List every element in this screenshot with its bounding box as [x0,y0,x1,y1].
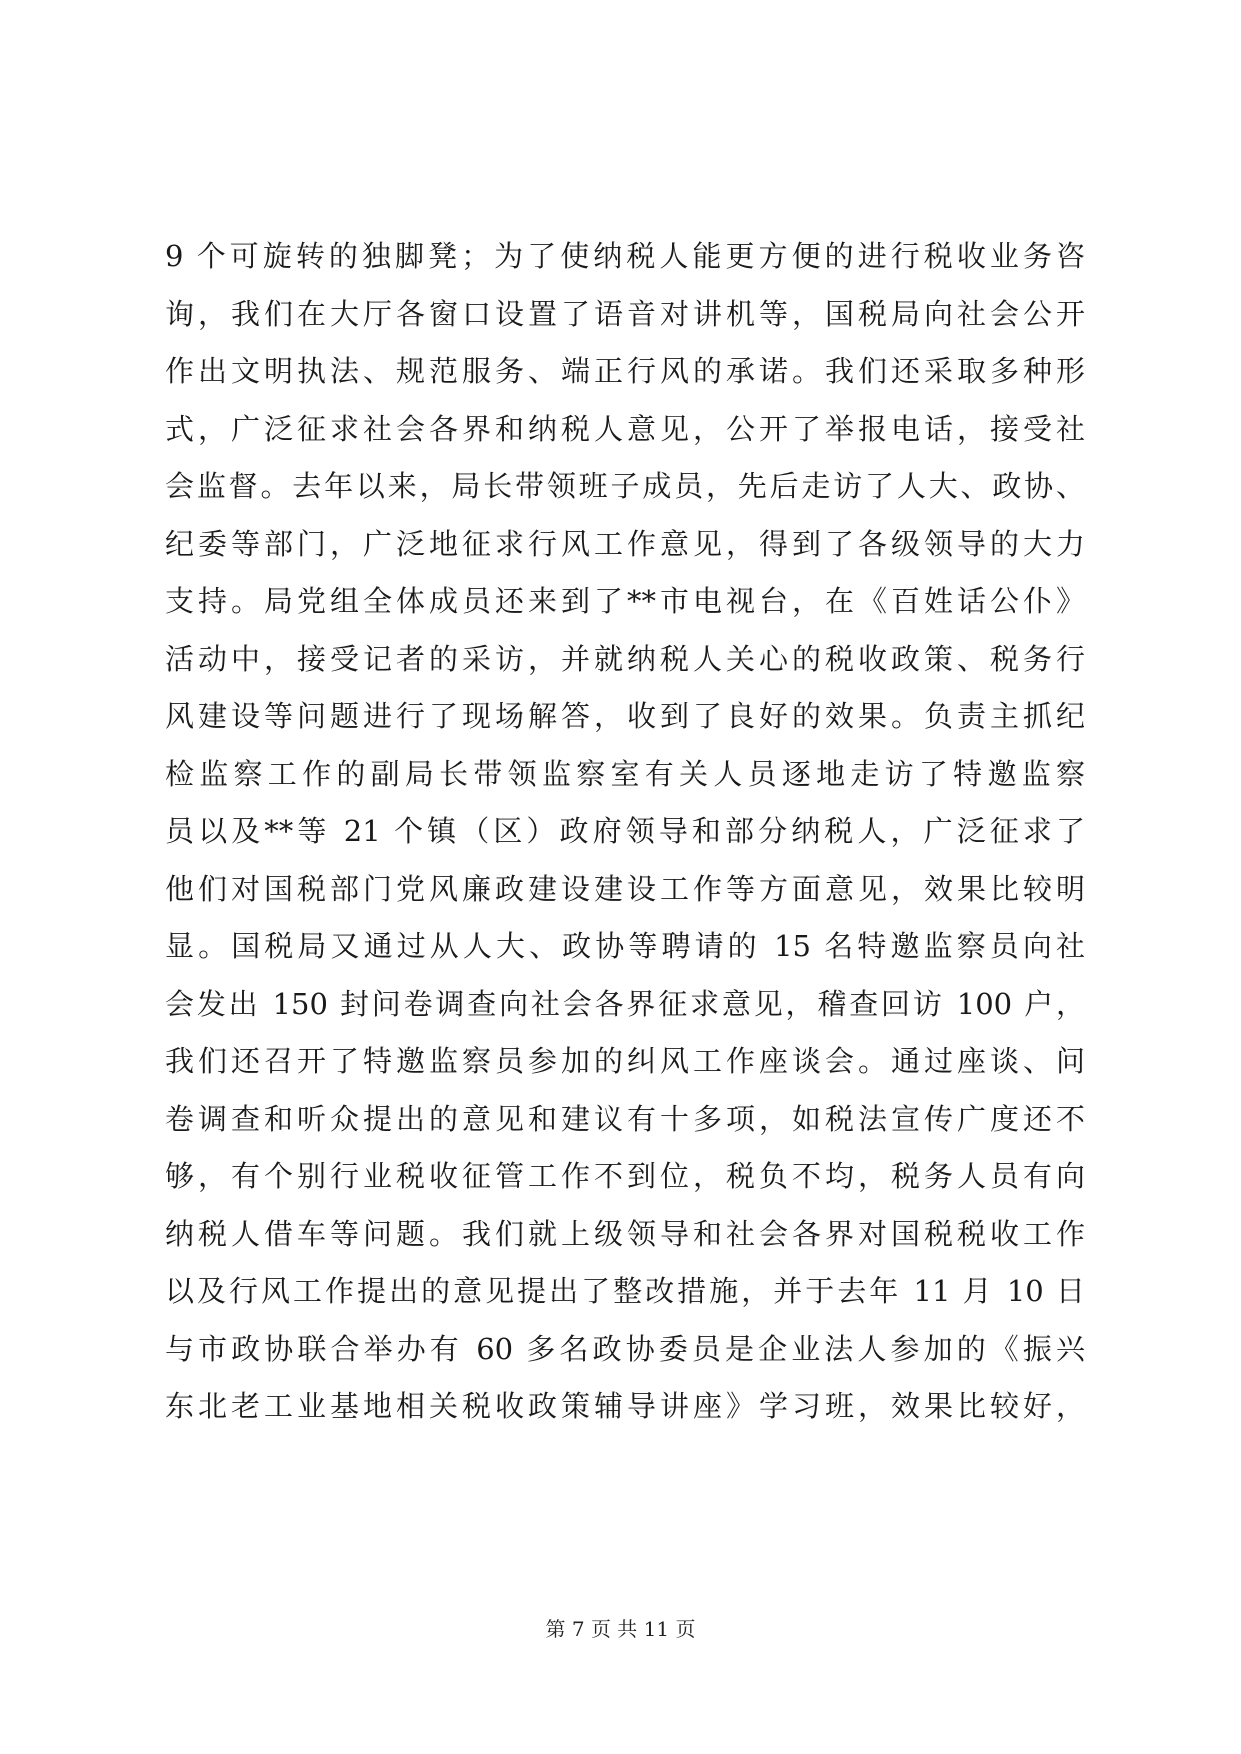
text-line: 显。国税局又通过从人大、政协等聘请的 15 名特邀监察员向社 [165,929,1085,963]
page-number: 第 7 页 共 11 页 [545,1617,696,1641]
text-line: 支持。局党组全体成员还来到了**市电视台，在《百姓话公仆》 [165,584,1085,618]
text-line: 作出文明执法、规范服务、端正行风的承诺。我们还采取多种形 [165,354,1085,388]
text-line: 与市政协联合举办有 60 多名政协委员是企业法人参加的《振兴 [165,1331,1085,1366]
text-line: 以及行风工作提出的意见提出了整改措施，并于去年 11 月 10 日 [165,1274,1085,1308]
text-line: 他们对国税部门党风廉政建设建设工作等方面意见，效果比较明 [165,871,1085,906]
text-line: 员以及**等 21 个镇（区）政府领导和部分纳税人，广泛征求了 [165,814,1085,848]
text-line: 风建设等问题进行了现场解答，收到了良好的效果。负责主抓纪 [165,699,1085,733]
text-line: 活动中，接受记者的采访，并就纳税人关心的税收政策、税务行 [165,641,1085,676]
text-line: 9 个可旋转的独脚凳；为了使纳税人能更方便的进行税收业务咨 [165,239,1085,273]
text-line: 式，广泛征求社会各界和纳税人意见，公开了举报电话，接受社 [165,411,1085,446]
text-line: 询，我们在大厅各窗口设置了语音对讲机等，国税局向社会公开 [165,296,1085,331]
page-footer [0,1617,1241,1641]
text-line: 检监察工作的副局长带领监察室有关人员逐地走访了特邀监察 [165,756,1085,791]
text-line: 东北老工业基地相关税收政策辅导讲座》学习班，效果比较好， [165,1389,1085,1423]
text-line: 纪委等部门，广泛地征求行风工作意见，得到了各级领导的大力 [165,526,1085,561]
body-paragraph [165,228,1085,1436]
text-line: 卷调查和听众提出的意见和建议有十多项，如税法宣传广度还不 [165,1101,1085,1136]
text-line: 够，有个别行业税收征管工作不到位，税负不均，税务人员有向 [165,1159,1085,1193]
text-line: 纳税人借车等问题。我们就上级领导和社会各界对国税税收工作 [165,1216,1085,1251]
text-line: 会发出 150 封问卷调查向社会各界征求意见，稽查回访 100 户， [165,986,1085,1021]
text-line: 会监督。去年以来，局长带领班子成员，先后走访了人大、政协、 [165,469,1085,503]
text-line: 我们还召开了特邀监察员参加的纠风工作座谈会。通过座谈、问 [165,1044,1085,1078]
